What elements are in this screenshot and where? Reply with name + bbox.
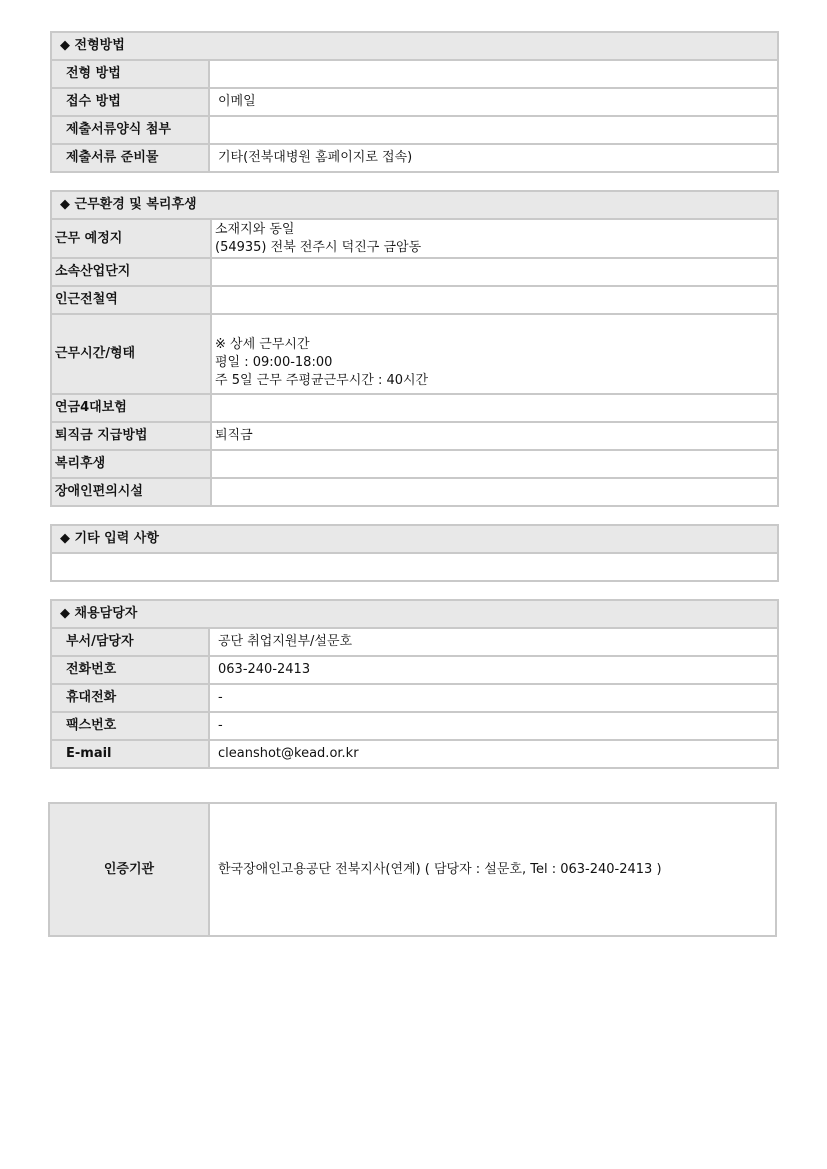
work-hours-line2: 평일 : 09:00-18:00: [215, 355, 333, 370]
mobile-label: 휴대전화: [51, 684, 209, 712]
selection-method-header: ◆ 전형방법: [51, 32, 778, 60]
welfare-value: [211, 450, 778, 478]
certification-section: [48, 802, 777, 937]
required-documents-value: 기타(전북대병원 홈페이지로 접속): [209, 144, 778, 172]
work-location-value: [211, 219, 778, 258]
work-environment-section: [50, 190, 779, 507]
work-hours-value: [211, 314, 778, 394]
selection-method-section: [50, 31, 779, 173]
insurance-label: 연금4대보험: [51, 394, 211, 422]
application-method-value: 이메일: [209, 88, 778, 116]
email-value: cleanshot@kead.or.kr: [209, 740, 778, 768]
other-info-header: ◆ 기타 입력 사항: [51, 525, 778, 553]
work-hours-label: 근무시간/형태: [51, 314, 211, 394]
recruiter-header: ◆ 채용담당자: [51, 600, 778, 628]
department-value: 공단 취업지원부/설문호: [209, 628, 778, 656]
phone-label: 전화번호: [51, 656, 209, 684]
other-info-value: [51, 553, 778, 581]
nearby-subway-label: 인근전철역: [51, 286, 211, 314]
department-label: 부서/담당자: [51, 628, 209, 656]
recruiter-section: [50, 599, 779, 769]
other-info-section: [50, 524, 779, 582]
application-method-label: 접수 방법: [51, 88, 209, 116]
industrial-complex-label: 소속산업단지: [51, 258, 211, 286]
certification-label: 인증기관: [49, 803, 209, 936]
disability-facilities-value: [211, 478, 778, 506]
document-form-label: 제출서류양식 첨부: [51, 116, 209, 144]
email-label: E-mail: [51, 740, 209, 768]
insurance-value: [211, 394, 778, 422]
fax-value: -: [209, 712, 778, 740]
fax-label: 팩스번호: [51, 712, 209, 740]
selection-method-value: [209, 60, 778, 88]
severance-label: 퇴직금 지급방법: [51, 422, 211, 450]
severance-value: 퇴직금: [211, 422, 778, 450]
document-form-value: [209, 116, 778, 144]
work-location-line2: (54935) 전북 전주시 덕진구 금암동: [215, 239, 422, 255]
nearby-subway-value: [211, 286, 778, 314]
required-documents-label: 제출서류 준비물: [51, 144, 209, 172]
work-hours-line1: ※ 상세 근무시간: [215, 337, 310, 352]
work-location-line1: 소재지와 동일: [215, 221, 295, 237]
selection-method-label: 전형 방법: [51, 60, 209, 88]
welfare-label: 복리후생: [51, 450, 211, 478]
industrial-complex-value: [211, 258, 778, 286]
work-location-label: 근무 예정지: [51, 219, 211, 258]
phone-value: 063-240-2413: [209, 656, 778, 684]
mobile-value: -: [209, 684, 778, 712]
certification-value: 한국장애인고용공단 전북지사(연계) ( 담당자 : 설문호, Tel : 063-240-2413 ): [209, 803, 776, 936]
work-hours-line3: 주 5일 근무 주평균근무시간 : 40시간: [215, 373, 429, 388]
work-environment-header: ◆ 근무환경 및 복리후생: [51, 191, 778, 219]
disability-facilities-label: 장애인편의시설: [51, 478, 211, 506]
